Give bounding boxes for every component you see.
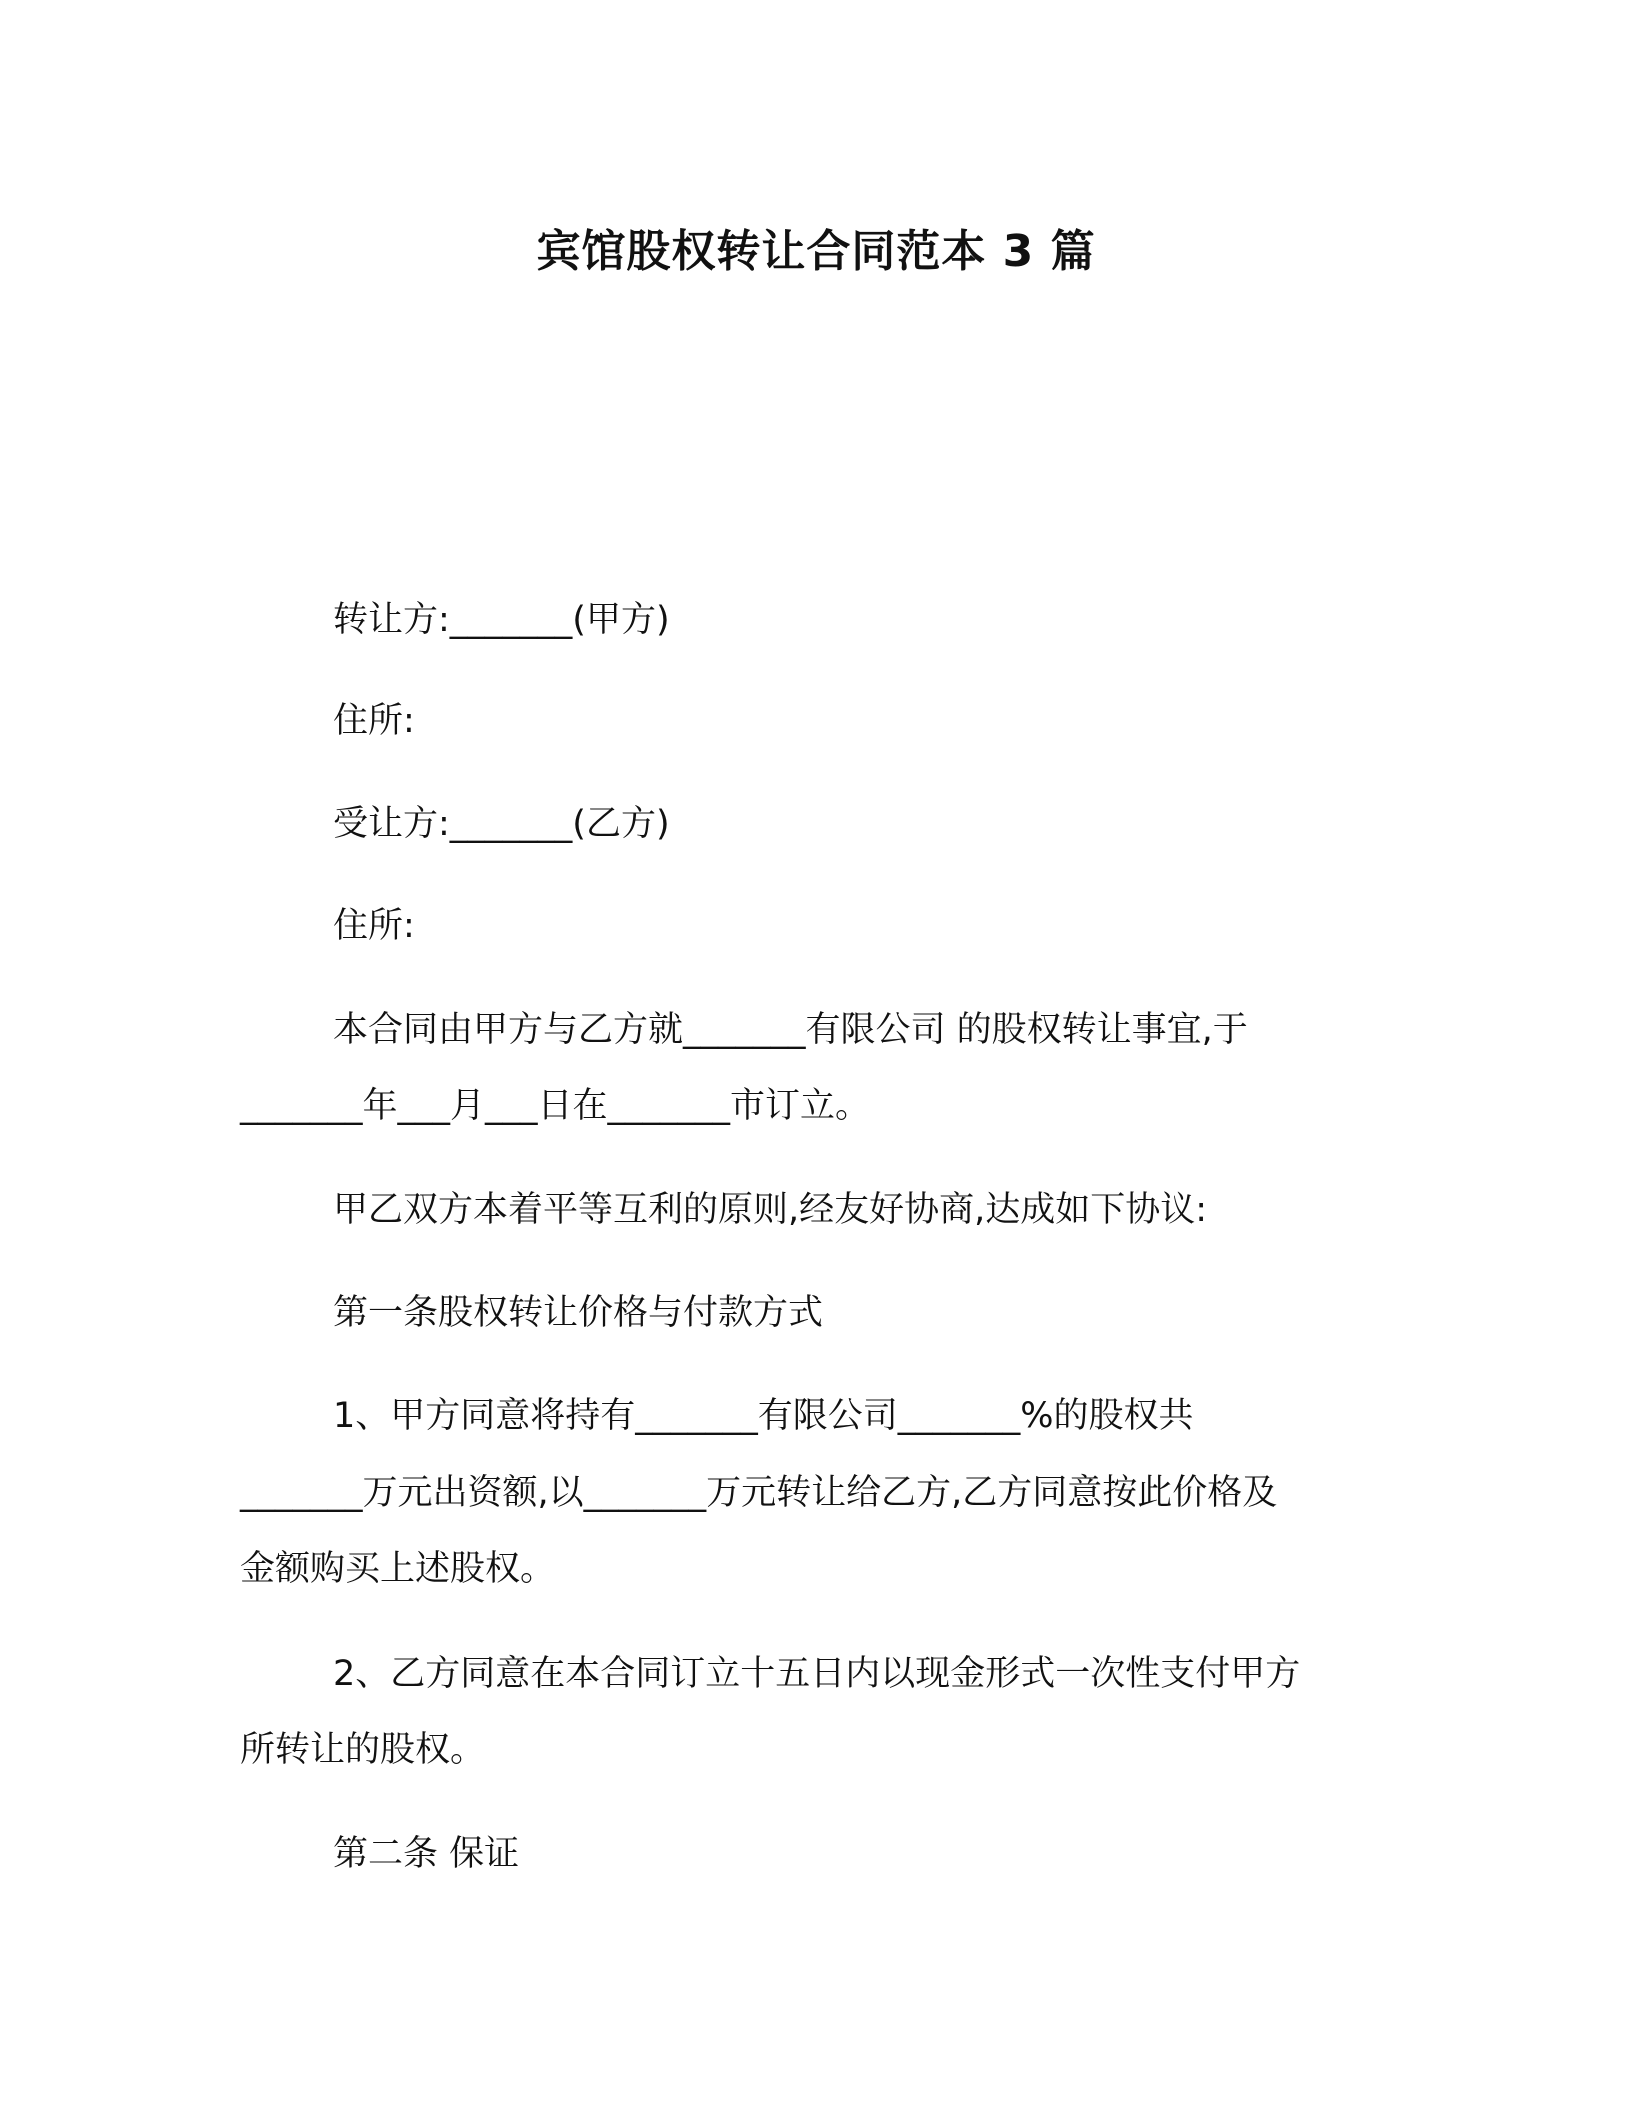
intro-paragraph-line-1: 本合同由甲方与乙方就_______有限公司 的股权转让事宜,于 [333,1010,1248,1050]
article-two-heading: 第二条 保证 [333,1834,520,1874]
clause-2-line-1: 2、乙方同意在本合同订立十五日内以现金形式一次性支付甲方 [333,1654,1301,1694]
document-title: 宾馆股权转让合同范本 3 篇 [536,226,1096,277]
clause-1-line-1: 1、甲方同意将持有_______有限公司_______%的股权共 [333,1396,1194,1436]
clause-1-line-3: 金额购买上述股权。 [240,1549,556,1589]
clause-1-line-2: _______万元出资额,以_______万元转让给乙方,乙方同意按此价格及 [240,1473,1278,1513]
article-one-heading: 第一条股权转让价格与付款方式 [333,1293,824,1333]
agreement-paragraph: 甲乙双方本着平等互利的原则,经友好协商,达成如下协议: [333,1190,1208,1230]
intro-paragraph-line-2: _______年___月___日在_______市订立。 [240,1086,871,1126]
transferee-line: 受让方:_______(乙方) [333,804,670,844]
clause-2-line-2: 所转让的股权。 [240,1730,486,1770]
transferor-address-line: 住所: [333,701,415,741]
transferee-address-line: 住所: [333,906,415,946]
transferor-line: 转让方:_______(甲方) [333,600,670,640]
